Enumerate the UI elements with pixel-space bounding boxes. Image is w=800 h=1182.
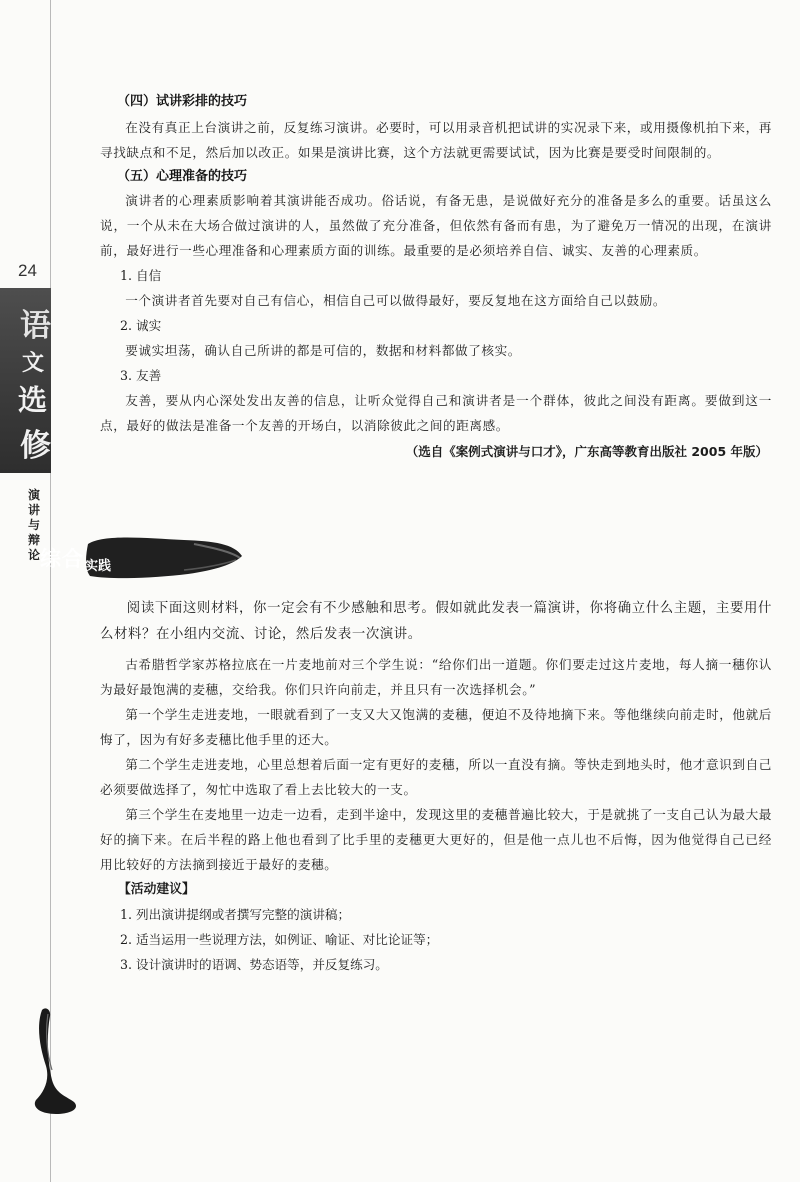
activity-heading: 【活动建议】 xyxy=(118,882,195,897)
paragraph: 友善，要从内心深处发出友善的信息，让听众觉得自己和演讲者是一个群体，彼此之间没有距离。要做到这一点，最好的做法是准备一个友善的开场白，以消除彼此之间的距离感。 xyxy=(100,393,772,433)
side-subtitle-char: 讲 xyxy=(28,503,41,517)
story-paragraph: 古希腊哲学家苏格拉底在一片麦地前对三个学生说：“给你们出一道题。你们要走过这片麦地，每人摘一穗你认为最好最饱满的麦穗，交给我。你们只许向前走，并且只有一次选择机会。” xyxy=(100,657,772,697)
side-subtitle-char: 辩 xyxy=(28,533,41,547)
ink-brush-ornament xyxy=(28,1008,82,1118)
practice-banner-subtitle: 实践 xyxy=(85,559,112,574)
source-citation: （选自《案例式演讲与口才》，广东高等教育出版社 2005 年版） xyxy=(405,444,768,459)
item-label-confidence: 1. 自信 xyxy=(120,268,162,283)
margin-rule xyxy=(50,0,51,1182)
side-tab-char-2: 文 xyxy=(22,350,45,376)
side-tab-char-3: 选 xyxy=(18,383,48,417)
story-paragraph: 第一个学生走进麦地，一眼就看到了一支又大又饱满的麦穗，便迫不及待地摘下来。等他继续向前走时，他就后悔了，因为有好多麦穗比他手里的还大。 xyxy=(100,707,772,747)
activity-item: 3. 设计演讲时的语调、势态语等，并反复练习。 xyxy=(120,957,388,972)
side-subtitle-char: 与 xyxy=(28,518,41,532)
side-tab-char-1: 语 xyxy=(20,308,51,344)
activity-item: 2. 适当运用一些说理方法，如例证、喻证、对比论证等； xyxy=(120,932,439,947)
side-tab-char-4: 修 xyxy=(20,428,51,464)
paragraph: 演讲者的心理素质影响着其演讲能否成功。俗话说，有备无患，是说做好充分的准备是多么的重要。话虽这么说，一个从未在大场合做过演讲的人，虽然做了充分准备，但依然有备而有患，为了避免万一情况的出现，在演讲前，最好进行一些心理准备和心理素质方面的训练。最重要的是必须培养自信、诚实、友善的心理素质。 xyxy=(100,193,772,258)
side-subtitle-char: 演 xyxy=(28,488,41,502)
story-paragraph: 第三个学生在麦地里一边走一边看，走到半途中，发现这里的麦穗普遍比较大，于是就挑了一支自己认为最大最好的摘下来。在后半程的路上他也看到了比手里的麦穗更大更好的，但是他一点儿也不后悔，因为他觉得自己已经用比较好的方法摘到接近于最好的麦穗。 xyxy=(100,807,772,872)
side-subtitle-char: 论 xyxy=(28,548,41,562)
story-paragraph: 第二个学生走进麦地，心里总想着后面一定有更好的麦穗，所以一直没有摘。等快走到地头时，他才意识到自己必须要做选择了，匆忙中选取了看上去比较大的一支。 xyxy=(100,757,772,797)
section-area xyxy=(100,91,772,464)
item-label-honesty: 2. 诚实 xyxy=(120,318,162,333)
item-label-friendliness: 3. 友善 xyxy=(120,368,162,383)
section-heading-rehearsal: （四）试讲彩排的技巧 xyxy=(117,94,248,109)
practice-area xyxy=(100,596,772,977)
practice-banner-title: 综合 xyxy=(40,546,84,571)
paragraph: 一个演讲者首先要对自己有信心，相信自己可以做得最好，要反复地在这方面给自己以鼓励。 xyxy=(125,293,667,308)
activity-item: 1. 列出演讲提纲或者撰写完整的演讲稿； xyxy=(120,907,351,922)
paragraph: 要诚实坦荡，确认自己所讲的都是可信的，数据和材料都做了核实。 xyxy=(125,343,521,358)
practice-intro: 阅读下面这则材料，你一定会有不少感触和思考。假如就此发表一篇演讲，你将确立什么主题，主要用什么材料？在小组内交流、讨论，然后发表一次演讲。 xyxy=(100,601,772,642)
section-heading-mental: （五）心理准备的技巧 xyxy=(117,169,248,184)
paragraph: 在没有真正上台演讲之前，反复练习演讲。必要时，可以用录音机把试讲的实况录下来，或用摄像机拍下来，再寻找缺点和不足，然后加以改正。如果是演讲比赛，这个方法就更需要试试，因为比赛是要受时间限制的。 xyxy=(100,120,772,160)
page-number: 24 xyxy=(18,261,37,280)
